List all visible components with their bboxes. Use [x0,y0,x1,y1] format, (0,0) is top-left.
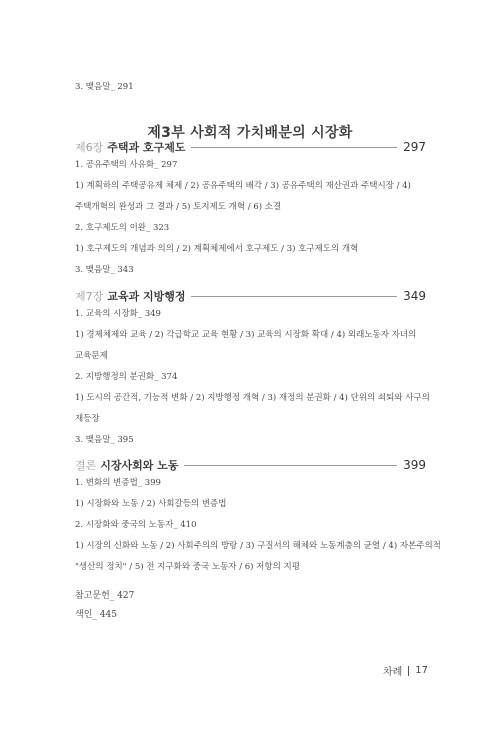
chapter-7 [75,288,430,446]
subsection-entry: 1) 도시의 공간적, 기능적 변화 / 2) 지방행정 개혁 / 3) 재정의 분권화 / 4) 단위의 쇠퇴와 사구의 [75,393,430,403]
chapter-heading [75,139,426,155]
chapter-title: 주택과 호구제도 [107,141,186,154]
subsection-entry: 1) 시장화와 노동 / 2) 사회갈등의 변증법 [75,499,227,509]
section-entry: 2. 지방행정의 분권화_ 374 [75,372,178,382]
index-entry: 색인_ 445 [75,610,117,620]
folio-divider [408,666,409,676]
folio-page-number: 17 [415,665,428,676]
section-entry: 1. 변화의 변증법_ 399 [75,478,161,488]
section-entry: 1. 교육의 시장화_ 349 [75,309,161,319]
subsection-entry: 1) 경제체제와 교육 / 2) 각급학교 교육 현황 / 3) 교육의 시장화 확대 / 4) 외래노동자 자녀의 [75,330,417,340]
subsection-entry-continued: 주택개혁의 완성과 그 결과 / 5) 토지제도 개혁 / 6) 소결 [75,202,282,212]
chapter-heading [75,288,426,304]
chapter-heading [75,457,426,473]
toc-entry-conclusion-ch5: 3. 맺음말_ 291 [75,82,134,92]
chapter-title: 시장사회와 노동 [100,459,179,472]
subsection-entry: 1) 호구제도의 개념과 의의 / 2) 계획체제에서 호구제도 / 3) 호구제도의 개혁 [75,244,359,254]
chapter-6 [75,139,426,276]
chapter-page-number: 349 [403,289,426,303]
chapter-title: 교육과 지방행정 [107,290,186,303]
subsection-entry-continued: 교육문제 [75,351,108,361]
chapter-conclusion [75,457,441,573]
leader-rule [191,147,397,148]
chapter-number: 결론 [75,459,97,472]
page-folio [383,663,428,678]
section-entry: 3. 맺음말_ 343 [75,265,134,275]
chapter-number: 제7장 [75,290,104,303]
part-title: 제3부 사회적 가치배분의 시장화 [147,125,353,141]
chapter-number: 제6장 [75,141,104,154]
section-entry: 3. 맺음말_ 395 [75,435,134,445]
section-entry: 2. 호구제도의 이완_ 323 [75,223,170,233]
chapter-page-number: 297 [403,140,426,154]
leader-rule [184,465,397,466]
subsection-entry-continued: 재등장 [75,414,100,424]
subsection-entry-continued: "생산의 정치" / 5) 전 지구화와 중국 노동자 / 6) 저항의 지평 [75,562,300,572]
leader-rule [191,296,397,297]
section-entry: 1. 공유주택의 사유화_ 297 [75,160,178,170]
subsection-entry: 1) 계획하의 주택공유제 체제 / 2) 공유주택의 배각 / 3) 공유주택의 재산권과 주택시장 / 4) [75,181,411,191]
subsection-entry: 1) 시장의 신화와 노동 / 2) 사회주의의 방랑 / 3) 구질서의 해체와 노동계층의 균열 / 4) 자본주의적 [75,541,441,551]
references-entry: 참고문헌_ 427 [75,591,135,601]
back-matter [75,587,134,625]
folio-label: 차례 [382,667,403,678]
chapter-page-number: 399 [403,458,426,472]
section-entry: 2. 시장화와 중국의 노동자_ 410 [75,520,197,530]
